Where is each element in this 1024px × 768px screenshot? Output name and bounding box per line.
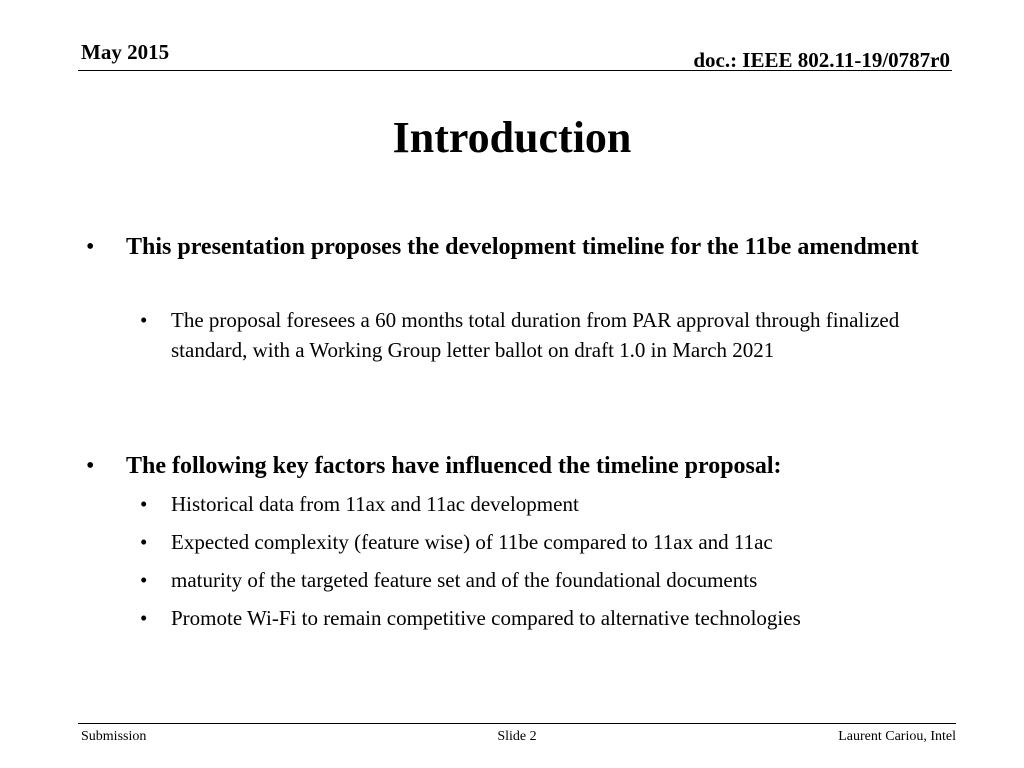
header-date: May 2015: [81, 40, 170, 64]
sub-bullet-2-2: [140, 527, 940, 557]
bullet-1: [86, 229, 936, 265]
sub-bullet-dot-icon: •: [140, 568, 148, 592]
sub-bullet-2-3: [140, 565, 940, 595]
bullet-dot-icon: •: [86, 234, 95, 260]
footer-author: Laurent Cariou, Intel: [838, 729, 956, 744]
footer-submission: Submission: [81, 729, 147, 744]
sub-bullet-1-1: [140, 305, 940, 365]
bullet-2: [86, 448, 936, 484]
sub-bullet-text: Historical data from 11ax and 11ac development: [171, 492, 579, 516]
sub-bullet-dot-icon: •: [140, 492, 148, 516]
header-doc-id: doc.: IEEE 802.11-19/0787r0: [693, 48, 950, 72]
sub-bullet-dot-icon: •: [140, 530, 148, 554]
slide-title: Introduction: [392, 113, 632, 162]
sub-bullet-text: Expected complexity (feature wise) of 11be compared to 11ax and 11ac: [171, 530, 773, 554]
sub-bullet-text: Promote Wi-Fi to remain competitive compared to alternative technologies: [171, 606, 801, 630]
sub-bullet-dot-icon: •: [140, 308, 148, 332]
bullet-text: This presentation proposes the development timeline for the 11be amendment: [126, 234, 919, 260]
footer-slide-number: Slide 2: [497, 729, 537, 744]
bullet-dot-icon: •: [86, 453, 95, 479]
sub-bullet-text: The proposal foresees a 60 months total duration from PAR approval through finalized standard, with a Working Group letter ballot on draft 1.0 in March 2021: [171, 308, 900, 362]
bullet-text: The following key factors have influenced the timeline proposal:: [126, 453, 782, 479]
sub-bullet-2-1: [140, 489, 940, 519]
sub-bullet-text: maturity of the targeted feature set and of the foundational documents: [171, 568, 758, 592]
sub-bullet-dot-icon: •: [140, 606, 148, 630]
footer-divider: [78, 723, 956, 724]
sub-bullet-2-4: [140, 603, 940, 633]
